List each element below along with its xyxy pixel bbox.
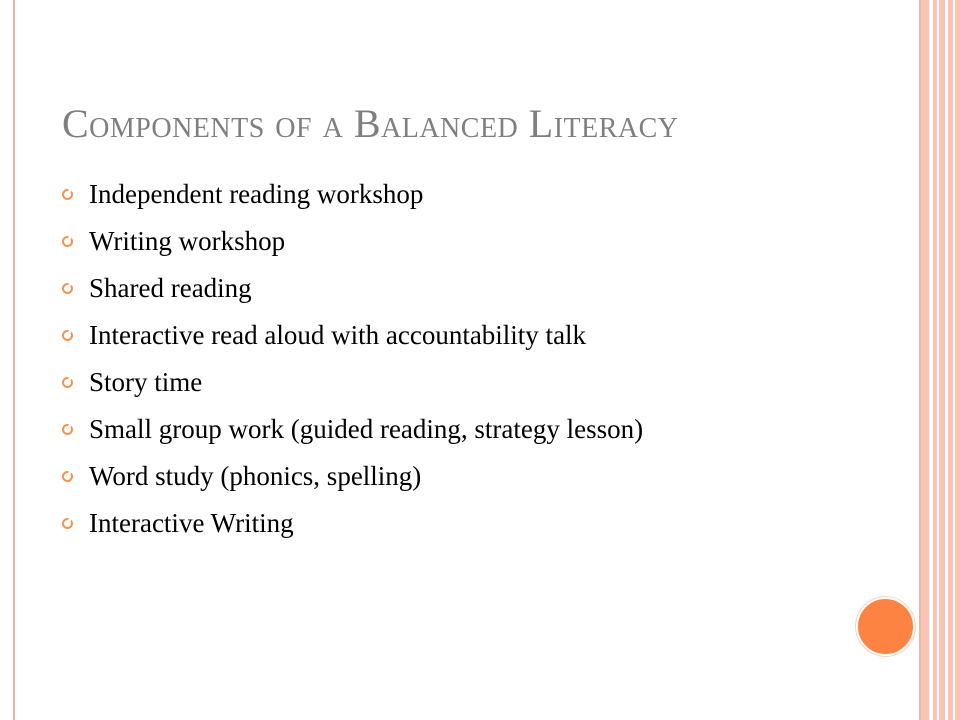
bullet-item	[62, 366, 822, 398]
bullet-item	[62, 272, 822, 304]
orange-ring-bullet-icon	[62, 471, 73, 482]
orange-ring-bullet-icon	[62, 283, 73, 294]
bullet-text: Interactive read aloud with accountability talk	[89, 320, 587, 350]
orange-ring-bullet-icon	[62, 236, 73, 247]
bullet-list	[62, 178, 822, 554]
stripe-gap	[929, 0, 933, 720]
orange-circle-icon	[856, 597, 915, 656]
bullet-item	[62, 460, 822, 492]
orange-ring-bullet-icon	[62, 330, 73, 341]
bullet-text: Interactive Writing	[89, 508, 294, 538]
bullet-item	[62, 225, 822, 257]
bullet-text: Word study (phonics, spelling)	[89, 461, 422, 491]
bullet-item	[62, 507, 822, 539]
orange-ring-bullet-icon	[62, 518, 73, 529]
orange-ring-bullet-icon	[62, 424, 73, 435]
stripe-gap	[945, 0, 948, 720]
bullet-text: Story time	[89, 367, 203, 397]
bullet-text: Shared reading	[89, 273, 252, 303]
slide-title: Components of a Balanced Literacy	[62, 101, 679, 146]
stripe-gap	[953, 0, 955, 720]
bullet-item	[62, 319, 822, 351]
stripe-gap	[937, 0, 939, 720]
bullet-text: Small group work (guided reading, strategy lesson)	[89, 414, 644, 444]
bullet-item	[62, 178, 822, 210]
orange-ring-bullet-icon	[62, 189, 73, 200]
orange-ring-bullet-icon	[62, 377, 73, 388]
bullet-item	[62, 413, 822, 445]
bullet-text: Writing workshop	[89, 226, 286, 256]
bullet-text: Independent reading workshop	[89, 179, 424, 209]
